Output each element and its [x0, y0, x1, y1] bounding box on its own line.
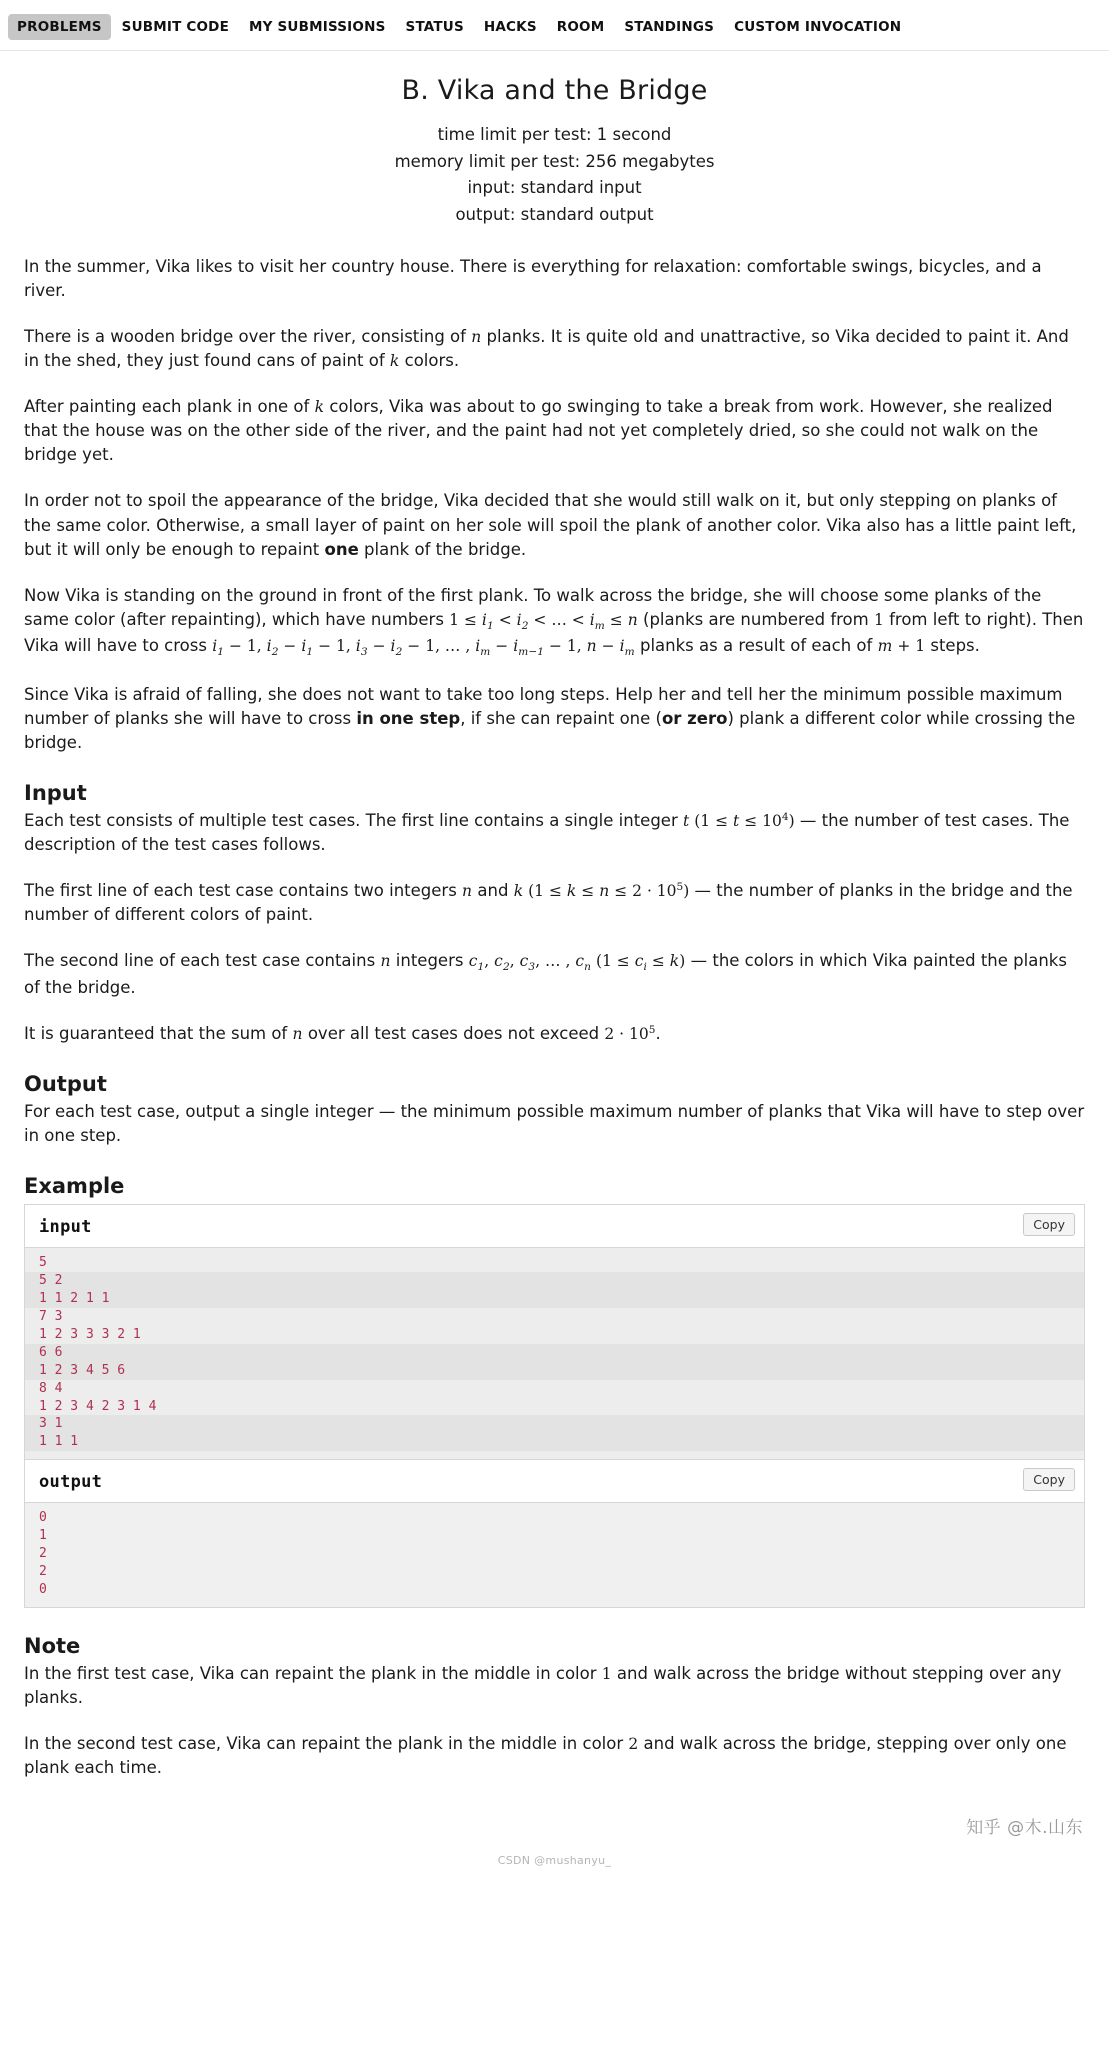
note-paragraph-1 [24, 1662, 1085, 1710]
note-section [24, 1634, 1085, 1808]
math-m-plus-1: m + 1 [877, 637, 926, 656]
sample-line: 7 3 [39, 1308, 63, 1324]
sample-output-label: output [39, 1472, 103, 1493]
nav-item-standings[interactable]: STANDINGS [624, 19, 715, 35]
problem-header [24, 51, 1085, 235]
page-title: B. Vika and the Bridge [401, 75, 708, 106]
section-heading-note: Note [24, 1634, 81, 1659]
math-color-2: 2 [628, 1735, 639, 1754]
math-nk-range: $(1 \le k \le n \le 2 \cdot 10^5)$ [523, 880, 690, 901]
input-paragraph-1 [24, 809, 1085, 857]
sample-line: 6 6 [25, 1344, 1084, 1362]
math-k: k [513, 882, 524, 901]
footer-watermark-area [0, 1808, 1109, 1872]
nav-item-custom-invocation[interactable]: CUSTOM INVOCATION [734, 19, 902, 35]
sample-line: 3 1 [25, 1415, 1084, 1433]
text-run: — the number of planks in the bridge and the number of different colors of paint. [24, 881, 1073, 925]
nav-item-hacks[interactable]: HACKS [483, 19, 537, 35]
text-run: (planks are numbered from [637, 609, 874, 629]
statement-paragraph-6 [24, 683, 1085, 755]
csdn-watermark: CSDN @mushanyu_ [497, 1854, 612, 1868]
time-limit-text: time limit per test: 1 second [437, 125, 672, 144]
nav-item-problems[interactable]: PROBLEMS [8, 14, 111, 40]
math-step-lengths: $i_1 - 1$, $i_2 - i_1 - 1$, $i_3 - i_2 - 1$, … , $i_m - i_{m-1} - 1$, $n - i_m$ [212, 637, 635, 659]
sample-line: 1 2 3 3 3 2 1 [39, 1326, 141, 1342]
emphasis-or-zero: or zero [661, 708, 728, 728]
sample-line: 0 [39, 1582, 47, 1598]
text-run: Each test consists of multiple test cases. The first line contains a single integer [24, 810, 683, 830]
top-navigation-bar [0, 0, 1109, 51]
text-run: ) plank a different color while crossing the bridge. [24, 708, 1076, 752]
math-n: n [380, 952, 391, 971]
nav-item-my-submissions[interactable]: MY SUBMISSIONS [249, 19, 386, 35]
math-n: n [471, 328, 482, 347]
sample-line: 1 1 1 [25, 1433, 1084, 1451]
sample-line: 1 2 3 4 5 6 [25, 1362, 1084, 1380]
text-run: . [655, 1023, 661, 1043]
text-run: In order not to spoil the appearance of the bridge, Vika decided that she would still walk on it, but only stepping on planks of the same color. Otherwise, a small layer of paint on her sole will spoil the plank of another color. Vika also has a little paint left, but it will only be enough to repaint [24, 491, 1077, 559]
statement-paragraph-2 [24, 325, 1085, 373]
sample-line: 1 [39, 1528, 47, 1544]
text-run: and [472, 881, 514, 901]
math-colors-list: $c_1$, $c_2$, $c_3$, … , $c_n$ $(1 \le c_i \le k)$ [468, 952, 686, 974]
text-run: plank of the bridge. [358, 539, 527, 559]
text-run: There is a wooden bridge over the river, consisting of [24, 327, 472, 347]
text-run: planks as a result of each of [634, 636, 878, 656]
memory-limit-text: memory limit per test: 256 megabytes [394, 151, 715, 171]
math-one: 1 [873, 610, 884, 629]
input-paragraph-4 [24, 1022, 1085, 1046]
math-index-range: $1 \le i_1 < i_2$ < … < $i_m \le n$ [449, 610, 638, 632]
text-run: Now Vika is standing on the ground in front of the first plank. To walk across the bridge, she will choose some planks of the same color (after repainting), which have numbers [24, 585, 1042, 629]
sample-line: 8 4 [39, 1380, 63, 1396]
text-run: colors. [399, 351, 460, 371]
text-run: It is guaranteed that the sum of [24, 1023, 293, 1043]
sample-line: 0 [39, 1510, 47, 1526]
text-run: integers [390, 951, 469, 971]
output-paragraph-1: For each test case, output a single integer — the minimum possible maximum number of planks that Vika will have to step over in one step. [24, 1101, 1085, 1145]
nav-item-room[interactable]: ROOM [556, 19, 605, 35]
output-file-text: output: standard output [455, 205, 654, 225]
sample-line: 5 [39, 1255, 47, 1271]
text-run: In the first test case, Vika can repaint the plank in the middle in color [24, 1664, 602, 1684]
text-run: Since Vika is afraid of falling, she does not want to take too long steps. Help her and tell her the minimum possible maximum number of planks she will have to cross [24, 684, 1063, 728]
sample-line: 5 2 [25, 1272, 1084, 1290]
text-run: The second line of each test case contains [24, 951, 381, 971]
emphasis-one: one [324, 539, 359, 559]
sample-input-header [25, 1205, 1084, 1248]
input-file-text: input: standard input [467, 178, 642, 198]
text-run: steps. [925, 636, 980, 656]
nav-item-status[interactable]: STATUS [405, 19, 464, 35]
statement-paragraph-3 [24, 395, 1085, 467]
zhihu-watermark: 知乎 @木.山东 [966, 1818, 1083, 1839]
section-heading-input: Input [24, 780, 87, 805]
copy-output-button[interactable]: Copy [1023, 1468, 1075, 1491]
text-run: planks. It is quite old and unattractive, so Vika decided to paint it. And in the shed, they just found cans of paint of [24, 327, 1069, 371]
sample-line: 2 [39, 1546, 47, 1562]
math-t: t [682, 811, 690, 830]
math-sum-bound: $2 \cdot 10^5$ [604, 1023, 656, 1043]
sample-line: 1 1 2 1 1 [25, 1290, 1084, 1308]
section-heading-example: Example [24, 1174, 125, 1199]
math-n: n [462, 882, 473, 901]
text-run: and walk across the bridge, stepping over only one plank each time. [24, 1734, 1067, 1778]
statement-paragraph-4 [24, 489, 1085, 561]
text-run: , if she can repaint one ( [460, 708, 662, 728]
text-run: In the second test case, Vika can repaint the plank in the middle in color [24, 1734, 629, 1754]
input-paragraph-3 [24, 949, 1085, 1000]
math-n: n [292, 1024, 303, 1043]
sample-line: 2 [39, 1564, 47, 1580]
text-run: and walk across the bridge without stepping over any planks. [24, 1664, 1062, 1708]
text-run: The first line of each test case contains two integers [24, 881, 463, 901]
math-k: k [389, 352, 400, 371]
text-run: over all test cases does not exceed [302, 1023, 605, 1043]
math-color-1: 1 [601, 1665, 612, 1684]
text-run: — the number of test cases. The description of the test cases follows. [24, 810, 1070, 855]
sample-input-box [24, 1204, 1085, 1460]
statement-paragraph-5 [24, 584, 1085, 661]
sample-output-box [24, 1460, 1085, 1608]
sample-output-header [25, 1460, 1084, 1503]
emphasis-in-one-step: in one step [356, 708, 461, 728]
text-run: — the colors in which Vika painted the planks of the bridge. [24, 951, 1067, 997]
sample-line: 1 2 3 4 2 3 1 4 [39, 1398, 157, 1414]
math-k: k [314, 398, 325, 417]
problem-statement [24, 235, 1085, 1808]
text-run: After painting each plank in one of [24, 397, 315, 417]
nav-item-submit-code[interactable]: SUBMIT CODE [121, 19, 229, 35]
copy-input-button[interactable]: Copy [1023, 1213, 1075, 1236]
sample-tests [24, 1204, 1085, 1608]
section-heading-output: Output [24, 1071, 107, 1096]
sample-input-label: input [39, 1217, 92, 1238]
sample-output-data [25, 1503, 1084, 1607]
input-paragraph-2 [24, 879, 1085, 927]
note-paragraph-2 [24, 1732, 1085, 1780]
text-run: from left to right). Then Vika will have to cross [24, 609, 1084, 656]
sample-input-data [25, 1248, 1084, 1459]
math-t-range: $(1 \le t \le 10^4)$ [689, 810, 795, 830]
statement-paragraph-1: In the summer, Vika likes to visit her country house. There is everything for relaxation: comfortable swings, bicycles, and a river. [24, 256, 1042, 300]
text-run: colors, Vika was about to go swinging to take a break from work. However, she realized that the house was on the other side of the river, and the paint had not yet completely dried, so she could not walk on the bridge yet. [24, 397, 1053, 465]
